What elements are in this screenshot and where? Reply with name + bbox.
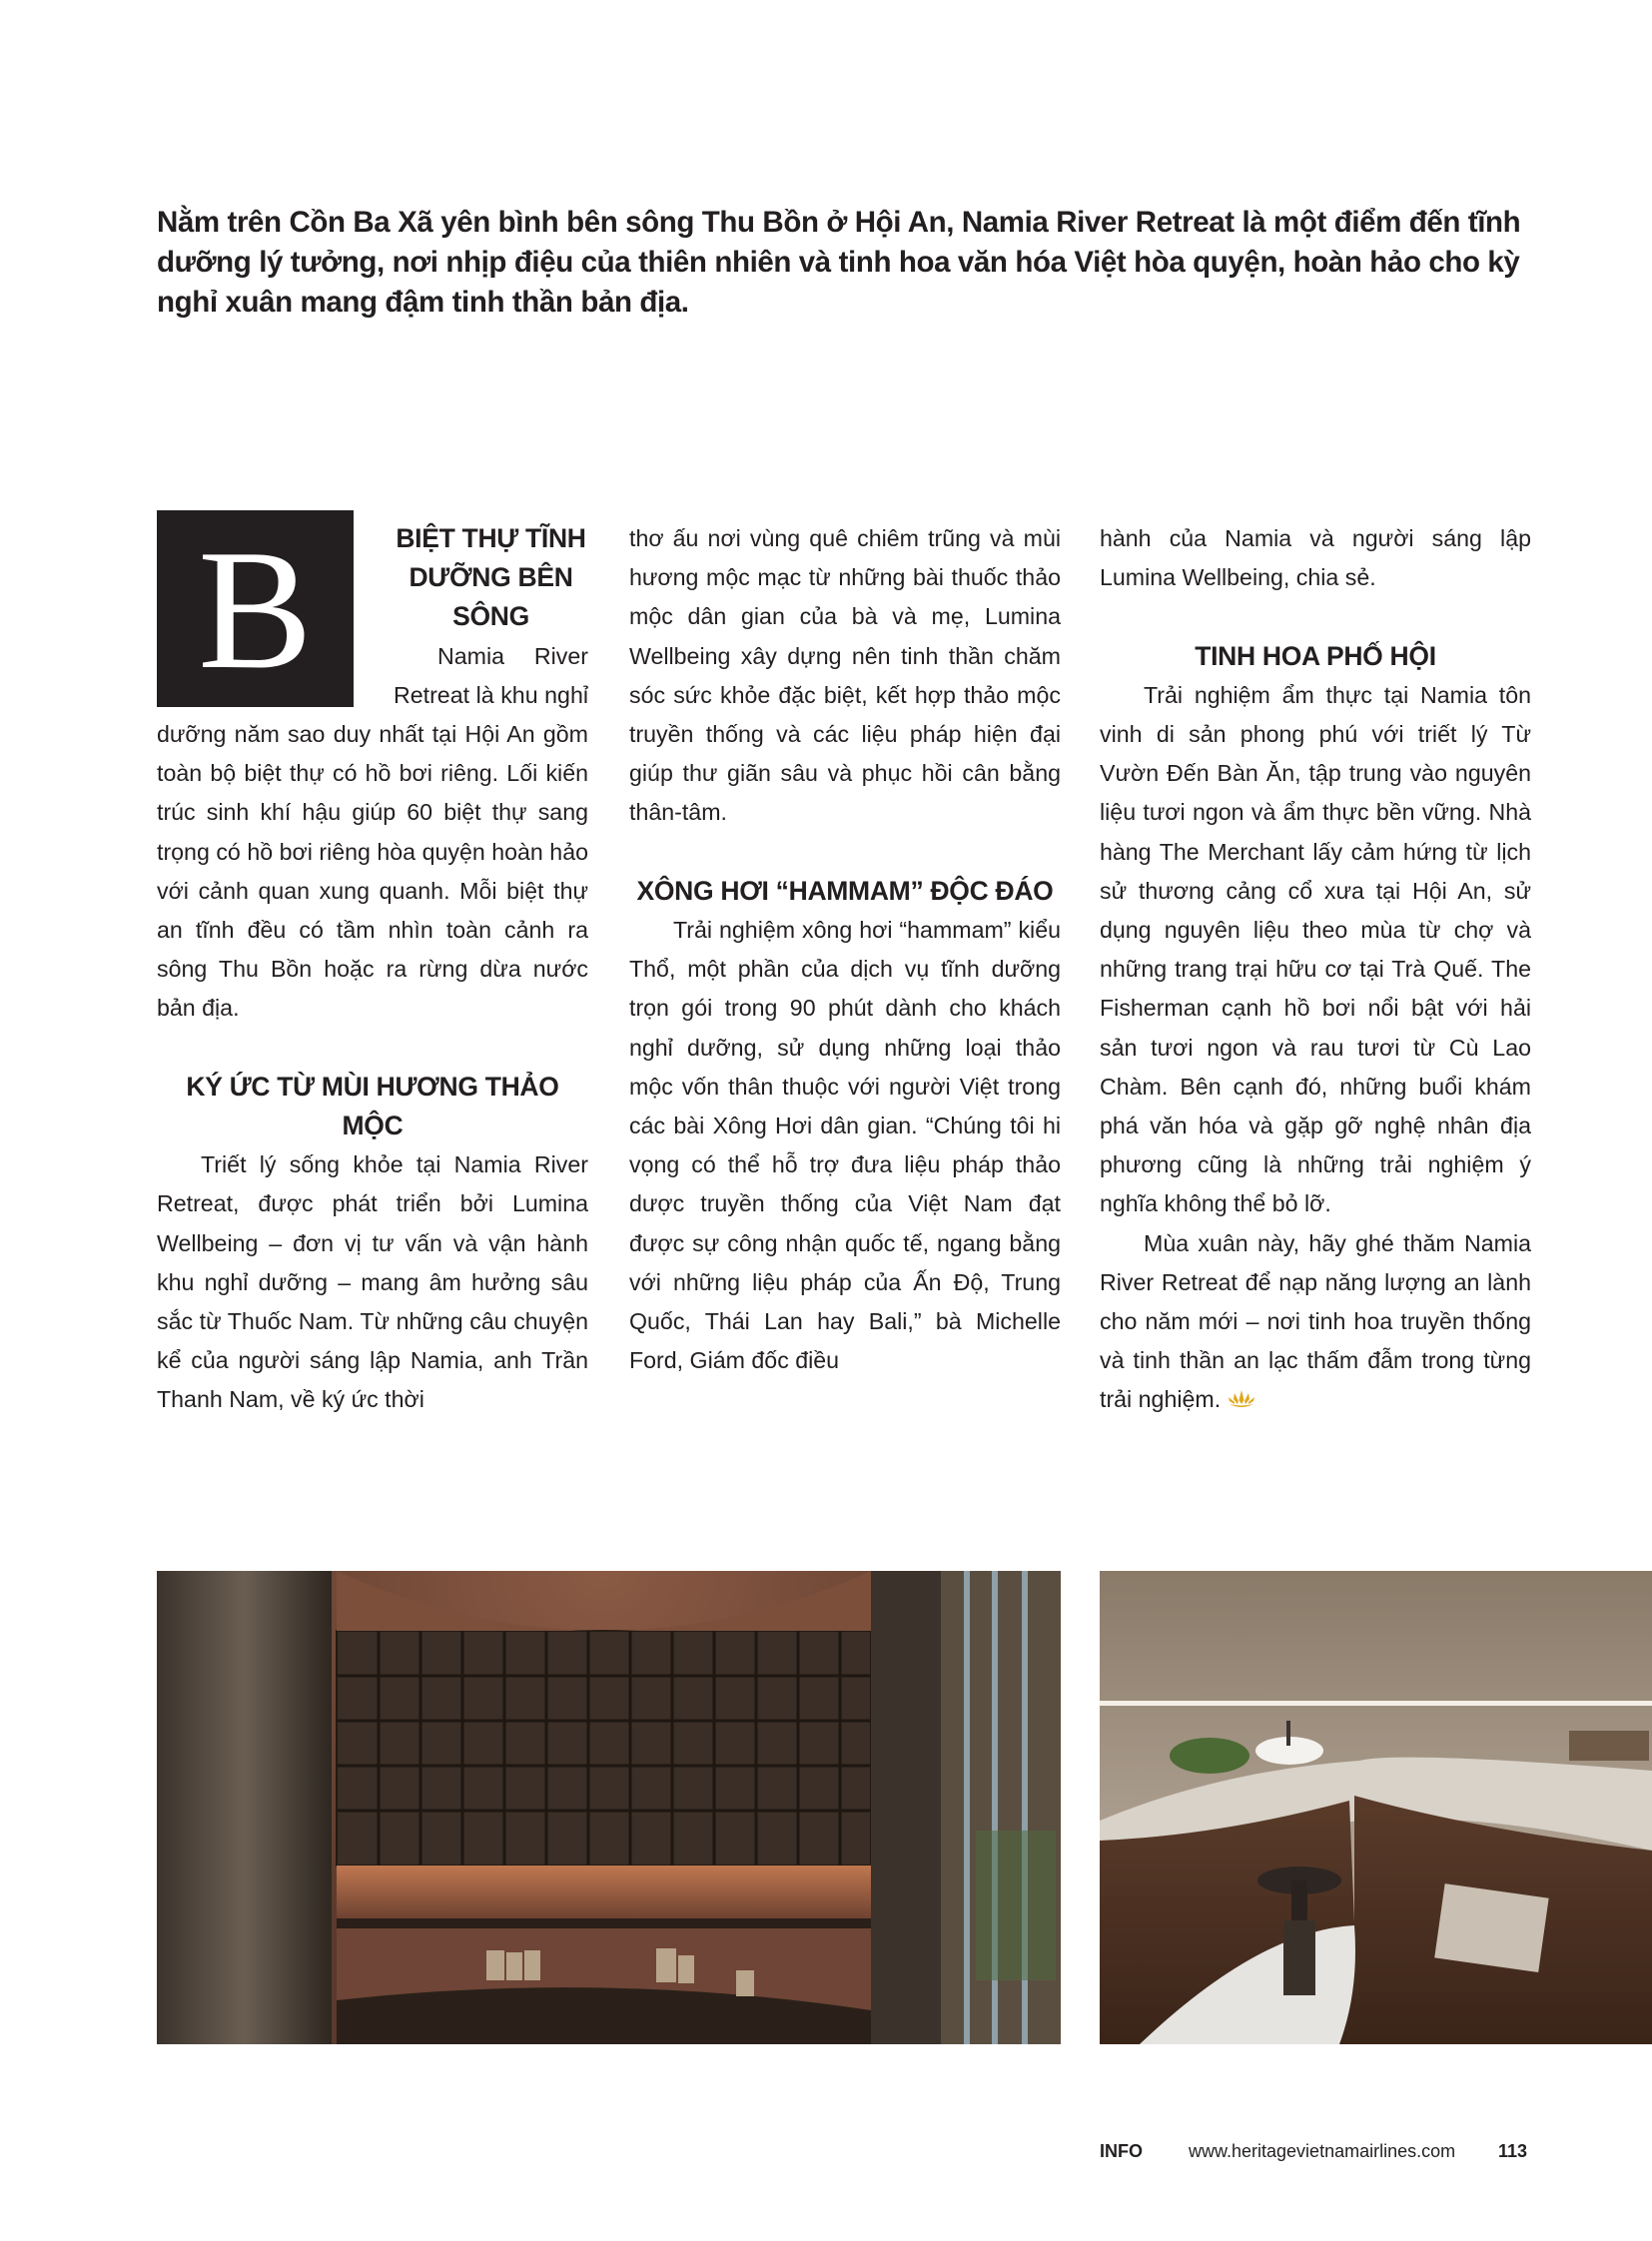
paragraph-hammam-part2: hành của Namia và người sáng lập Lumina Wellbeing, chia sẻ. bbox=[1100, 525, 1531, 591]
article-column-3 bbox=[1100, 519, 1531, 1420]
drop-cap: B bbox=[157, 510, 354, 707]
footer-section-label: INFO bbox=[1100, 2141, 1143, 2161]
paragraph-herbal-memory-part1: Triết lý sống khỏe tại Namia River Retreat, được phát triển bởi Lumina Wellbeing – đơn vị tư vấn và vận hành khu nghỉ dưỡng – mang âm hưởng sâu sắc từ Thuốc Nam. Từ những câu chuyện kể của người sáng lập Namia, anh Trần Thanh Nam, về ký ức thời bbox=[157, 1151, 588, 1413]
photo-herbal-apothecary bbox=[157, 1571, 1061, 2044]
paragraph-hammam-part1: Trải nghiệm xông hơi “hammam” kiểu Thổ, một phần của dịch vụ tĩnh dưỡng trọn gói trong 90 phút dành cho khách nghỉ dưỡng, sử dụng những loại thảo mộc vốn thân thuộc với người Việt trong các bài Xông Hơi dân gian. “Chúng tôi hi vọng có thể hỗ trợ đưa liệu pháp thảo dược truyền thống của Việt Nam đạt được sự công nhận quốc tế, ngang bằng với những liệu pháp của Ấn Độ, Trung Quốc, Thái Lan hay Bali,” bà Michelle Ford, Giám đốc điều bbox=[629, 917, 1061, 1374]
paragraph-herbal-memory-part2: thơ ấu nơi vùng quê chiêm trũng và mùi hương mộc mạc từ những bài thuốc thảo mộc dân gian của bà và mẹ, Lumina Wellbeing xây dựng nên tinh thần chăm sóc sức khỏe đặc biệt, kết hợp thảo mộc truyền thống và các liệu pháp hiện đại giúp thư giãn sâu và phục hồi cân bằng thân-tâm. bbox=[629, 525, 1061, 826]
closing-text: Mùa xuân này, hãy ghé thăm Namia River Retreat để nạp năng lượng an lành cho năm mới – nơi tinh hoa truyền thống và tinh thần an lạc thấm đẫm trong từng trải nghiệm. bbox=[1100, 1229, 1531, 1413]
section-heading-villas: BIỆT THỰ TĨNH DƯỠNG BÊN SÔNG bbox=[396, 523, 586, 632]
paragraph-villas: Namia River Retreat là khu nghỉ dưỡng năm sao duy nhất tại Hội An gồm toàn bộ biệt thự có hồ bơi riêng. Lối kiến trúc sinh khí hậu giúp 60 biệt thự sang trọng có hồ bơi riêng hòa quyện hoàn hảo với cảnh quan xung quanh. Mỗi biệt thự an tĩnh đều có tầm nhìn toàn cảnh ra sông Thu Bồn hoặc ra rừng dừa nước bản địa. bbox=[157, 642, 588, 1022]
lead-paragraph: Nằm trên Cồn Ba Xã yên bình bên sông Thu Bồn ở Hội An, Namia River Retreat là một điểm đến tĩnh dưỡng lý tưởng, nơi nhịp điệu của thiên nhiên và tinh hoa văn hóa Việt hòa quyện, hoàn hảo cho kỳ nghỉ xuân mang đậm tinh thần bản địa. bbox=[157, 206, 1521, 319]
footer-website-link[interactable]: www.heritagevietnamairlines.com bbox=[1189, 2141, 1456, 2161]
article-column-2 bbox=[629, 519, 1061, 1380]
section-heading-hammam: XÔNG HƠI “HAMMAM” ĐỘC ĐÁO bbox=[636, 875, 1054, 906]
article-column-1 bbox=[157, 514, 588, 1420]
paragraph-closing bbox=[1100, 1224, 1531, 1420]
section-heading-cuisine: TINH HOA PHỐ HỘI bbox=[1195, 640, 1436, 671]
page-number: 113 bbox=[1498, 2141, 1528, 2161]
section-heading-herbal-memory: KÝ ỨC TỪ MÙI HƯƠNG THẢO MỘC bbox=[186, 1071, 559, 1141]
paragraph-cuisine: Trải nghiệm ẩm thực tại Namia tôn vinh di sản phong phú với triết lý Từ Vườn Đến Bàn Ăn, tập trung vào nguyên liệu tươi ngon và ẩm thực bền vững. Nhà hàng The Merchant lấy cảm hứng từ lịch sử thương cảng cổ xưa tại Hội An, sử dụng nguyên liệu theo mùa từ chợ và những trang trại hữu cơ tại Trà Quế. The Fisherman cạnh hồ bơi nổi bật với hải sản tươi ngon và rau tươi từ Cù Lao Chàm. Bên cạnh đó, những buổi khám phá văn hóa và gặp gỡ nghệ nhân địa phương cũng là những trải nghiệm ý nghĩa không thể bỏ lỡ. bbox=[1100, 681, 1531, 1217]
photo-hammam-room bbox=[1100, 1571, 1652, 2044]
lotus-icon bbox=[1227, 1389, 1256, 1409]
